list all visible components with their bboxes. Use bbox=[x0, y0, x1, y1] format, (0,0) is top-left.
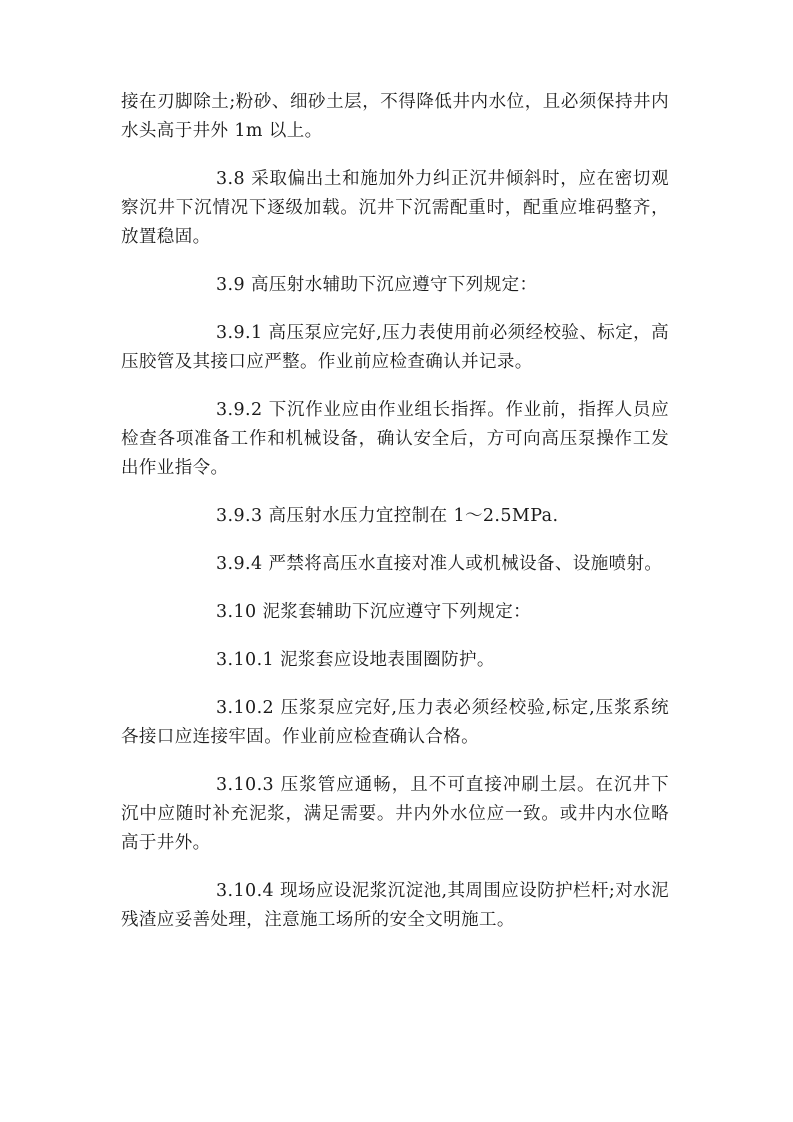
paragraph-continuation: 接在刃脚除土;粉砂、细砂土层，不得降低井内水位，且必须保持井内水头高于井外 1m 以上。 bbox=[121, 92, 669, 141]
paragraph-3-10-3: 3.10.3 压浆管应通畅，且不可直接冲刷土层。在沉井下沉中应随时补充泥浆，满足需要。井内外水位应一致。或井内水位略高于井外。 bbox=[121, 775, 669, 853]
paragraph-3-10-1: 3.10.1 泥浆套应设地表围圈防护。 bbox=[216, 650, 495, 670]
paragraph-3-9-2: 3.9.2 下沉作业应由作业组长指挥。作业前，指挥人员应检查各项准备工作和机械设备，确认安全后，方可向高压泵操作工发出作业指令。 bbox=[121, 400, 669, 478]
paragraph-3-9: 3.9 高压射水辅助下沉应遵守下列规定： bbox=[216, 275, 538, 295]
paragraph-3-10: 3.10 泥浆套辅助下沉应遵守下列规定： bbox=[216, 602, 532, 622]
document-body bbox=[121, 88, 669, 954]
paragraph-3-9-3: 3.9.3 高压射水压力宜控制在 1～2.5MPa. bbox=[216, 506, 559, 526]
paragraph-3-9-4: 3.9.4 严禁将高压水直接对准人或机械设备、设施喷射。 bbox=[216, 554, 663, 574]
paragraph-3-9-1: 3.9.1 高压泵应完好,压力表使用前必须经校验、标定，高压胶管及其接口应严整。作业前应检查确认并记录。 bbox=[121, 323, 669, 372]
paragraph-3-10-2: 3.10.2 压浆泵应完好,压力表必须经校验,标定,压浆系统各接口应连接牢固。作业前应检查确认合格。 bbox=[121, 698, 669, 747]
paragraph-3-10-4: 3.10.4 现场应设泥浆沉淀池,其周围应设防护栏杆;对水泥残渣应妥善处理，注意施工场所的安全文明施工。 bbox=[121, 881, 669, 930]
paragraph-3-8: 3.8 采取偏出土和施加外力纠正沉井倾斜时，应在密切观察沉井下沉情况下逐级加载。沉井下沉需配重时，配重应堆码整齐，放置稳固。 bbox=[121, 169, 669, 247]
